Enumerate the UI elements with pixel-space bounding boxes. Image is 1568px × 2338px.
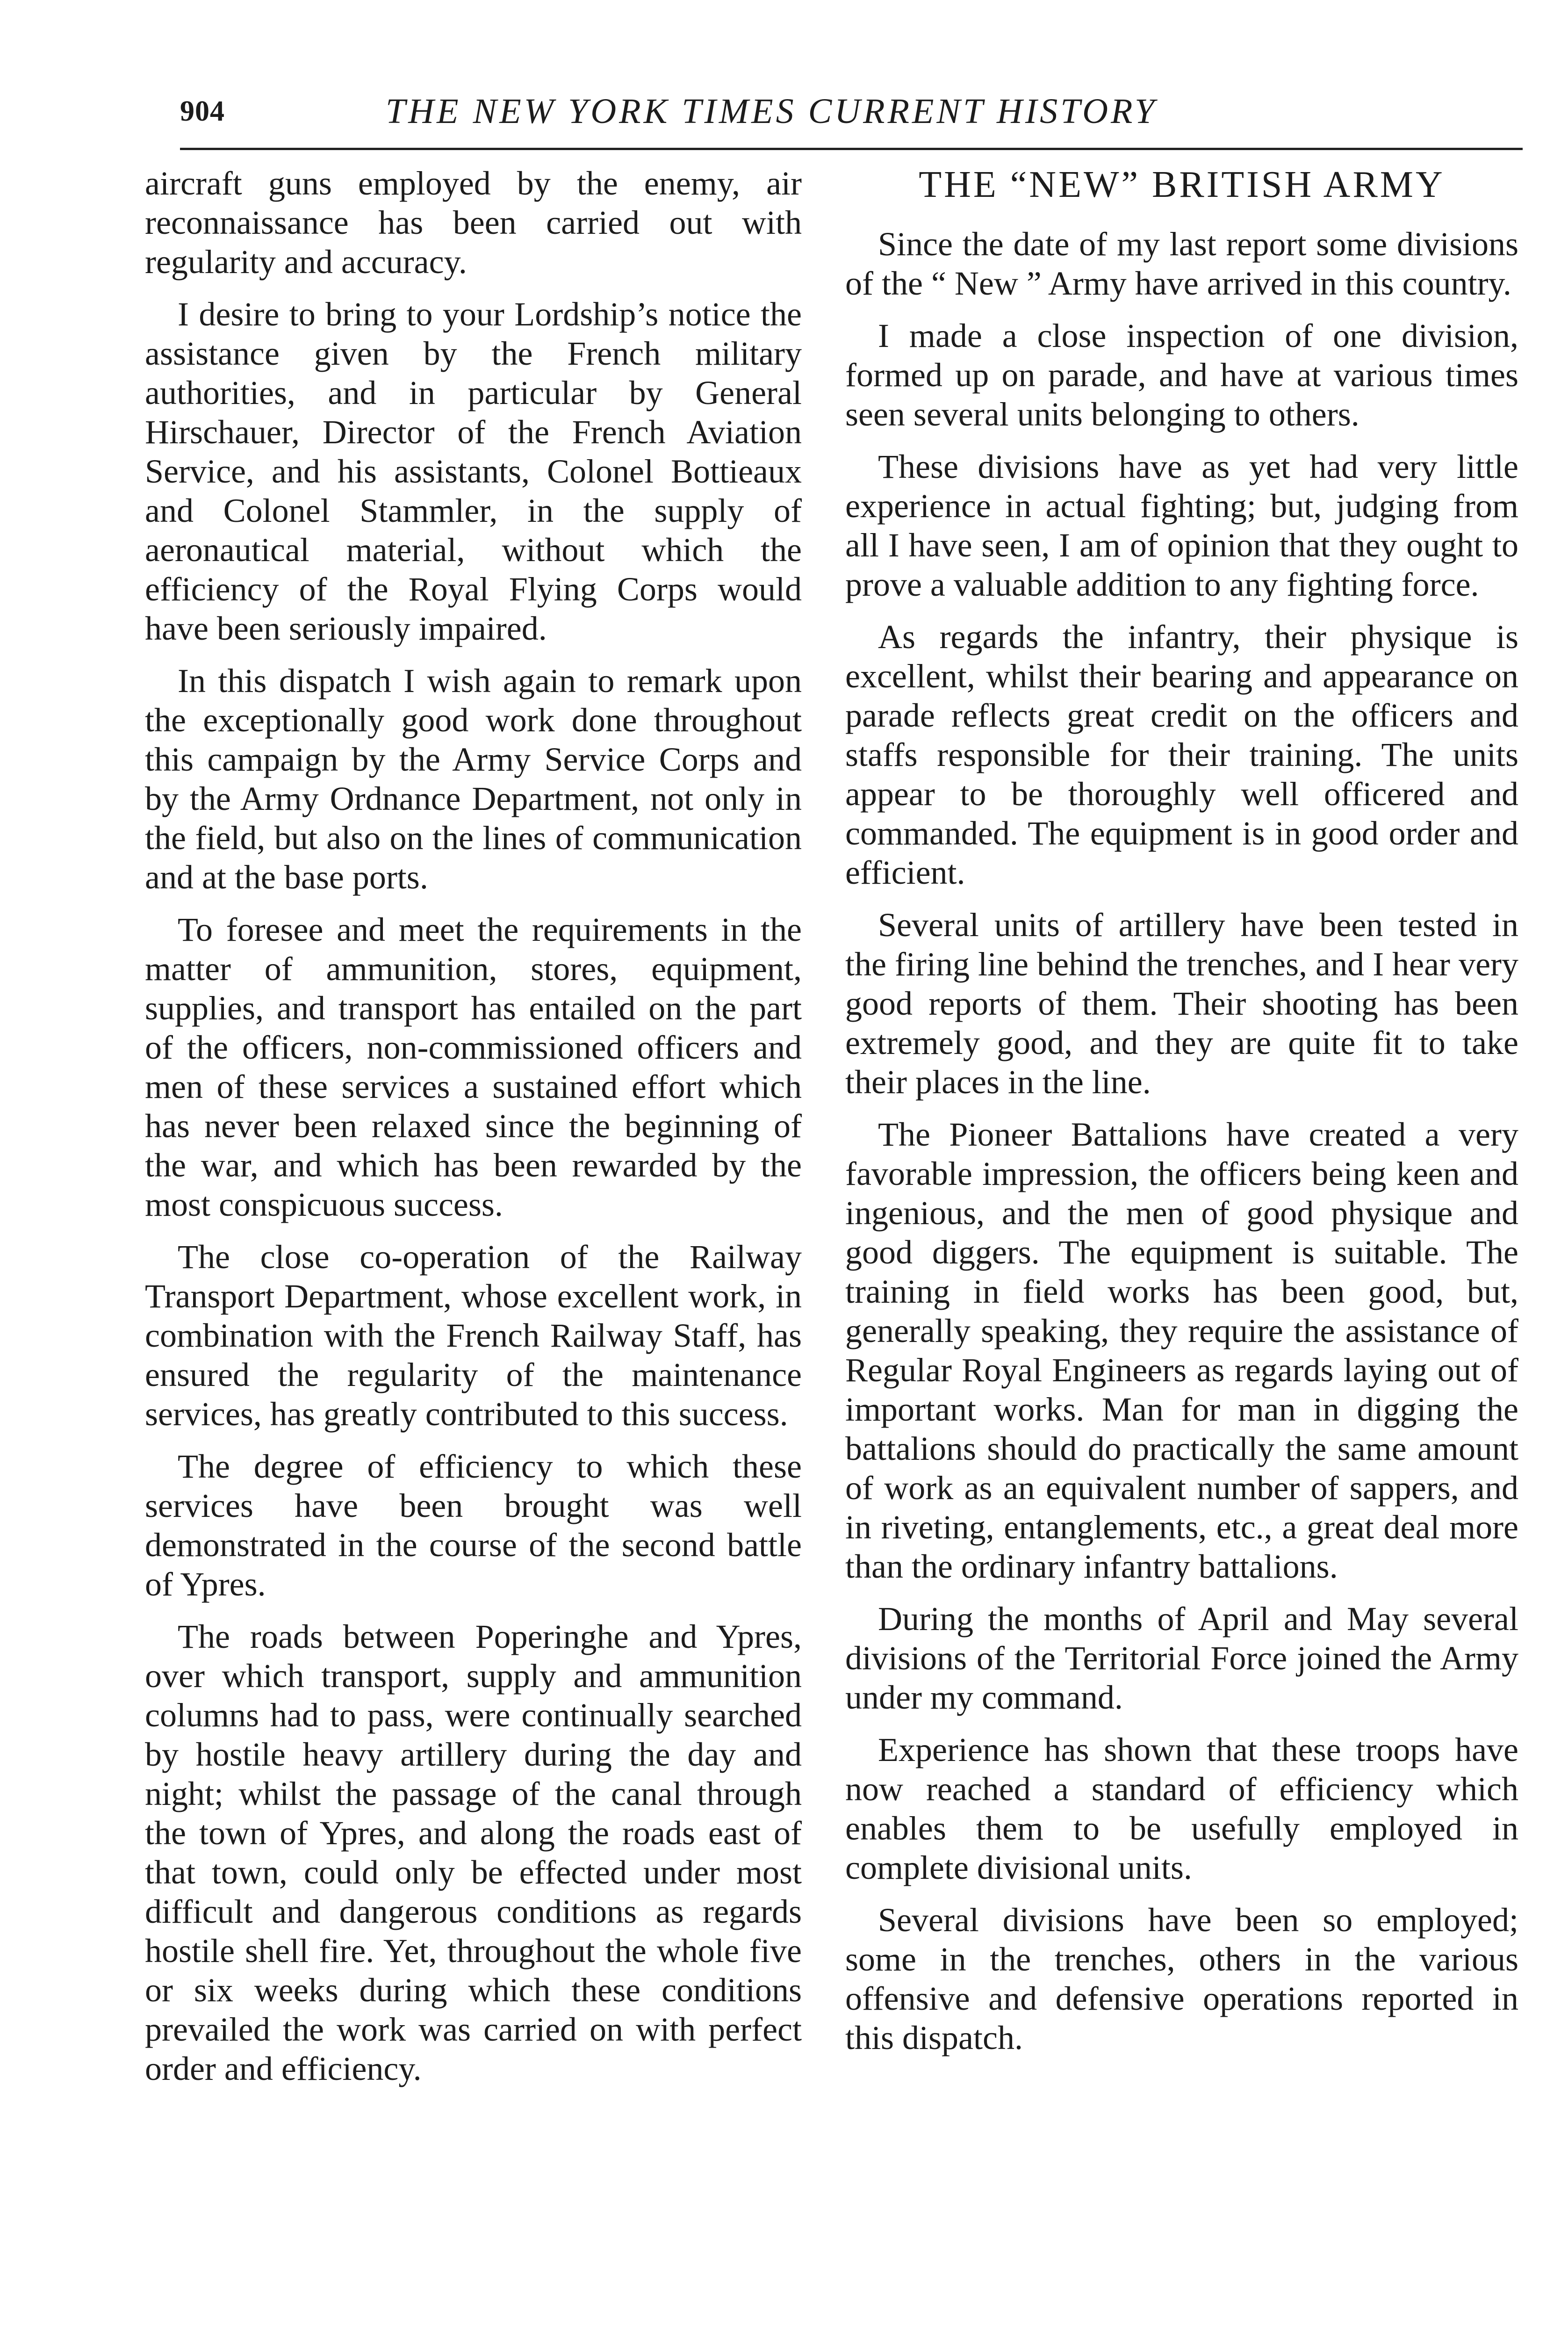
paragraph: Several divisions have been so employed; some in the trenches, others in the various offensive and defensive operations reported in this dispatch.	[845, 1901, 1518, 2057]
paragraph: Several units of artillery have been tested in the firing line behind the trenches, and I hear very good reports of them. Their shooting has been extremely good, and they are quite fit to take their places in the line.	[845, 906, 1518, 1101]
left-column	[145, 164, 802, 2101]
page-header	[180, 91, 1522, 143]
paragraph: In this dispatch I wish again to remark upon the exceptionally good work done throughout this campaign by the Army Service Corps and by the Army Ordnance Department, not only in the field, but also on the lines of communication and at the base ports.	[145, 662, 802, 896]
paragraph: As regards the infantry, their physique is excellent, whilst their bearing and appearance on parade reflects great credit on the officers and staffs responsible for their training. The units appear to be thoroughly well officered and commanded. The equipment is in good order and efficient.	[845, 618, 1518, 891]
paragraph: The Pioneer Battalions have created a very favorable impression, the officers being keen and ingenious, and the men of good physique and good diggers. The equipment is suitable. The training in field works has been good, but, generally speaking, they require the assistance of Regular Royal Engineers as regards laying out of important works. Man for man in digging the battalions should do practically the same amount of work as an equivalent number of sappers, and in riveting, entanglements, etc., a great deal more than the ordinary infantry battalions.	[845, 1116, 1518, 1585]
paragraph: These divisions have as yet had very little experience in actual fighting; but, judging from all I have seen, I am of opinion that they ought to prove a valuable addition to any fighting force.	[845, 448, 1518, 603]
paragraph: The close co-operation of the Railway Transport Department, whose excellent work, in combination with the French Railway Staff, has ensured the regularity of the maintenance services, has greatly contributed to this success.	[145, 1238, 802, 1433]
right-column	[845, 164, 1518, 2071]
running-title: THE NEW YORK TIMES CURRENT HISTORY	[386, 92, 1158, 131]
paragraph: Experience has shown that these troops have now reached a standard of efficiency which enables them to be usefully employed in complete divisional units.	[845, 1731, 1518, 1886]
paragraph: The roads between Poperinghe and Ypres, over which transport, supply and ammunition columns had to pass, were continually searched by hostile heavy artillery during the day and night; whilst the passage of the canal through the town of Ypres, and along the roads east of that town, could only be effected under most difficult and dangerous conditions as regards hostile shell fire. Yet, throughout the whole five or six weeks during which these conditions prevailed the work was carried on with perfect order and efficiency.	[145, 1618, 802, 2087]
paragraph: Since the date of my last report some divisions of the “ New ” Army have arrived in this country.	[845, 225, 1518, 302]
paragraph: I desire to bring to your Lordship’s notice the assistance given by the French military authorities, and in particular by General Hirschauer, Director of the French Aviation Service, and his assistants, Colonel Bottieaux and Colonel Stammler, in the supply of aeronautical material, without which the efficiency of the Royal Flying Corps would have been seriously impaired.	[145, 296, 802, 647]
paragraph: I made a close inspection of one division, formed up on parade, and have at various times seen several units belonging to others.	[845, 317, 1518, 433]
paragraph: aircraft guns employed by the enemy, air reconnaissance has been carried out with regularity and accuracy.	[145, 165, 802, 281]
paragraph: During the months of April and May several divisions of the Territorial Force joined the Army under my command.	[845, 1600, 1518, 1716]
paragraph: To foresee and meet the requirements in the matter of ammunition, stores, equipment, supplies, and transport has entailed on the part of the officers, non-commissioned officers and men of these services a sustained effort which has never been relaxed since the beginning of the war, and which has been rewarded by the most conspicuous success.	[145, 911, 802, 1223]
section-heading: THE “NEW” BRITISH ARMY	[919, 164, 1445, 205]
paragraph: The degree of efficiency to which these services have been brought was well demonstrated in the course of the second battle of Ypres.	[145, 1448, 802, 1603]
page-number: 904	[180, 95, 225, 127]
header-rule	[180, 148, 1523, 150]
